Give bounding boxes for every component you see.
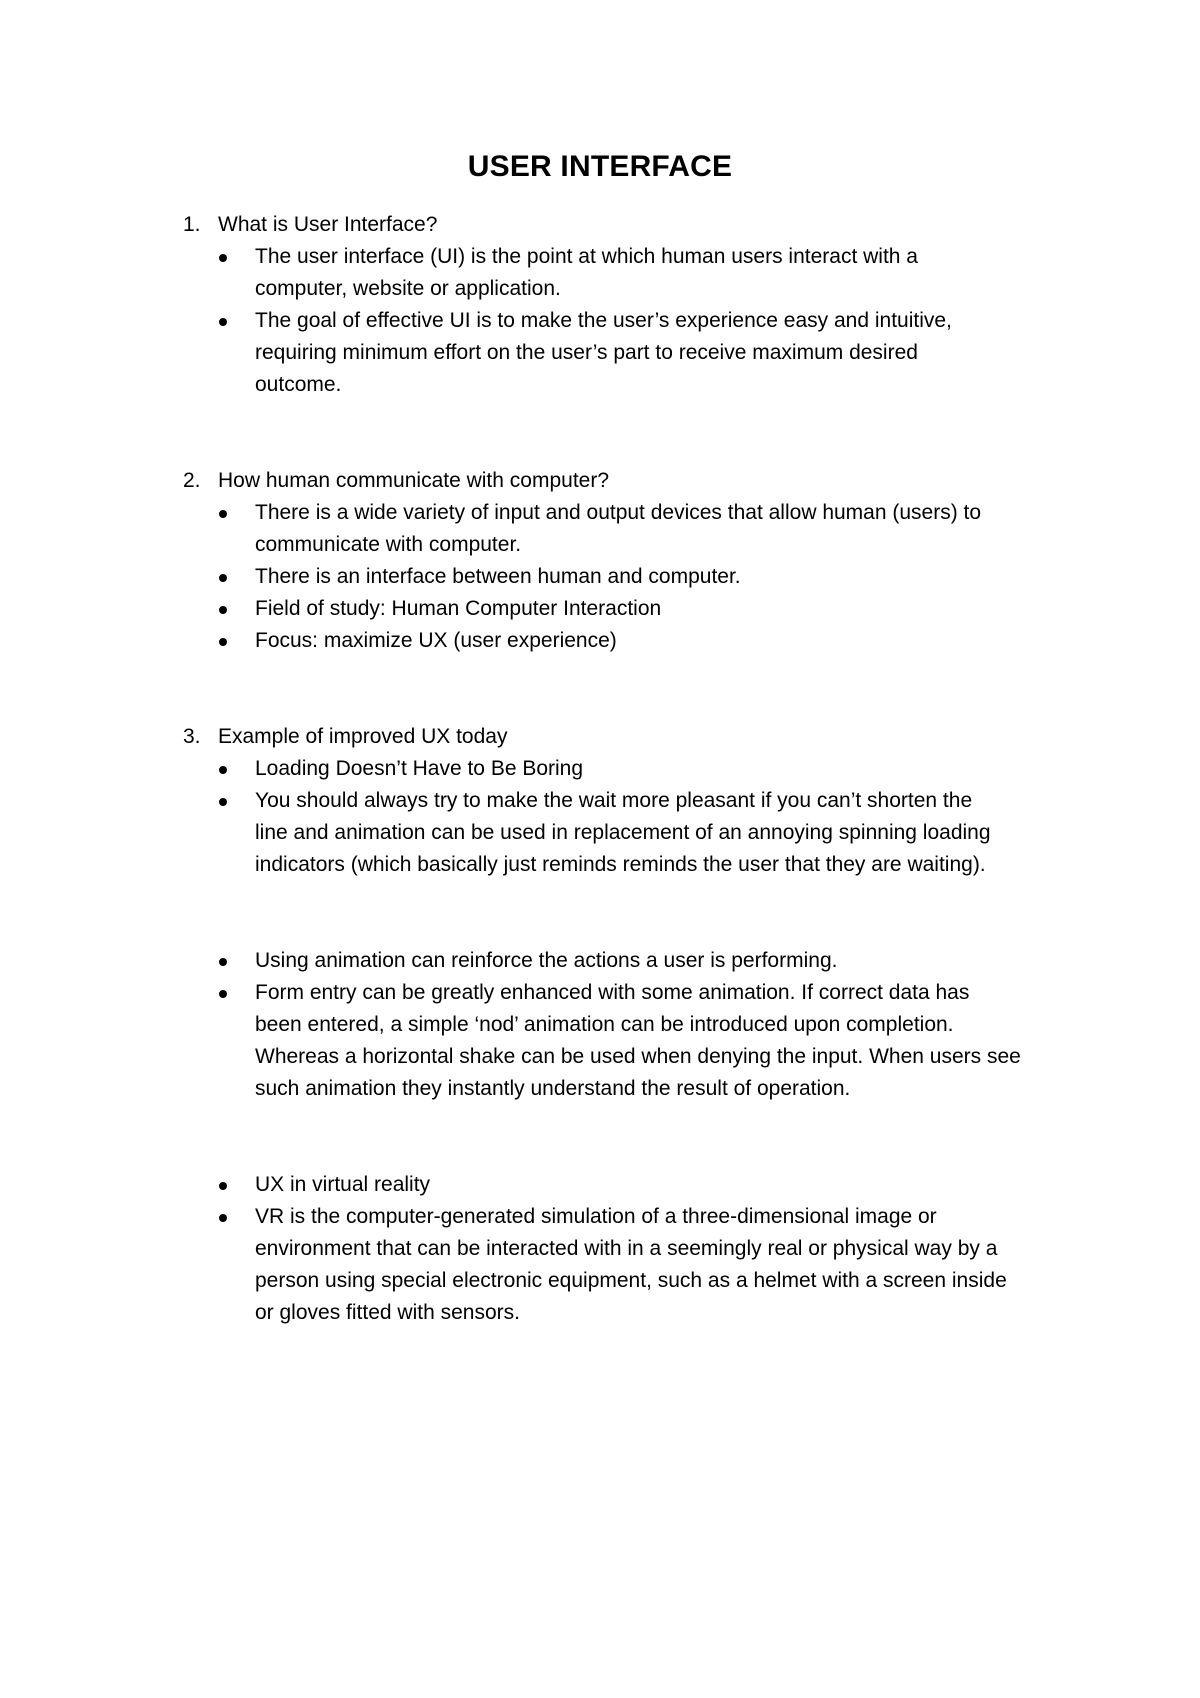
bullet-text: You should always try to make the wait more pleasant if you can’t shorten the: [255, 789, 973, 812]
section-heading: Example of improved UX today: [218, 725, 508, 748]
bullet-dot: [219, 1182, 227, 1190]
bullet-text: requiring minimum effort on the user’s part to receive maximum desired: [255, 341, 918, 364]
bullet-dot: [219, 958, 227, 966]
section-heading: How human communicate with computer?: [218, 469, 610, 492]
bullet-text: been entered, a simple ‘nod’ animation can be introduced upon completion.: [255, 1013, 954, 1036]
bullet-text: Using animation can reinforce the actions a user is performing.: [255, 949, 838, 972]
bullet-dot: [219, 574, 227, 582]
bullet-dot: [219, 318, 227, 326]
bullet-dot: [219, 798, 227, 806]
bullet-text: The user interface (UI) is the point at which human users interact with a: [255, 245, 918, 268]
bullet-text: indicators (which basically just reminds reminds the user that they are waiting).: [255, 853, 986, 876]
bullet-text: line and animation can be used in replacement of an annoying spinning loading: [255, 821, 991, 844]
bullet-text: Form entry can be greatly enhanced with some animation. If correct data has: [255, 981, 970, 1004]
bullet-dot: [219, 638, 227, 646]
bullet-dot: [219, 990, 227, 998]
bullet-text: There is a wide variety of input and output devices that allow human (users) to: [255, 501, 982, 524]
bullet-text: computer, website or application.: [255, 277, 561, 300]
bullet-dot: [219, 1214, 227, 1222]
bullet-text: VR is the computer-generated simulation of a three-dimensional image or: [255, 1205, 937, 1228]
bullet-text: such animation they instantly understand the result of operation.: [255, 1077, 851, 1100]
bullet-text: There is an interface between human and computer.: [255, 565, 741, 588]
page-title: USER INTERFACE: [467, 150, 733, 183]
section-number: 3.: [183, 725, 201, 748]
bullet-text: or gloves fitted with sensors.: [255, 1301, 520, 1324]
bullet-text: Loading Doesn’t Have to Be Boring: [255, 757, 584, 780]
bullet-dot: [219, 606, 227, 614]
bullet-dot: [219, 766, 227, 774]
section-heading: What is User Interface?: [218, 213, 438, 236]
bullet-text: Field of study: Human Computer Interaction: [255, 597, 662, 620]
bullet-text: communicate with computer.: [255, 533, 522, 556]
bullet-dot: [219, 254, 227, 262]
bullet-text: UX in virtual reality: [255, 1173, 431, 1196]
bullet-text: environment that can be interacted with in a seemingly real or physical way by a: [255, 1237, 998, 1260]
bullet-text: Whereas a horizontal shake can be used when denying the input. When users see: [255, 1045, 1021, 1068]
bullet-text: outcome.: [255, 373, 342, 396]
bullet-text: The goal of effective UI is to make the user’s experience easy and intuitive,: [255, 309, 952, 332]
bullet-dot: [219, 510, 227, 518]
bullet-text: Focus: maximize UX (user experience): [255, 629, 617, 652]
bullet-text: person using special electronic equipment, such as a helmet with a screen inside: [255, 1269, 1007, 1292]
section-number: 1.: [183, 213, 201, 236]
section-number: 2.: [183, 469, 201, 492]
